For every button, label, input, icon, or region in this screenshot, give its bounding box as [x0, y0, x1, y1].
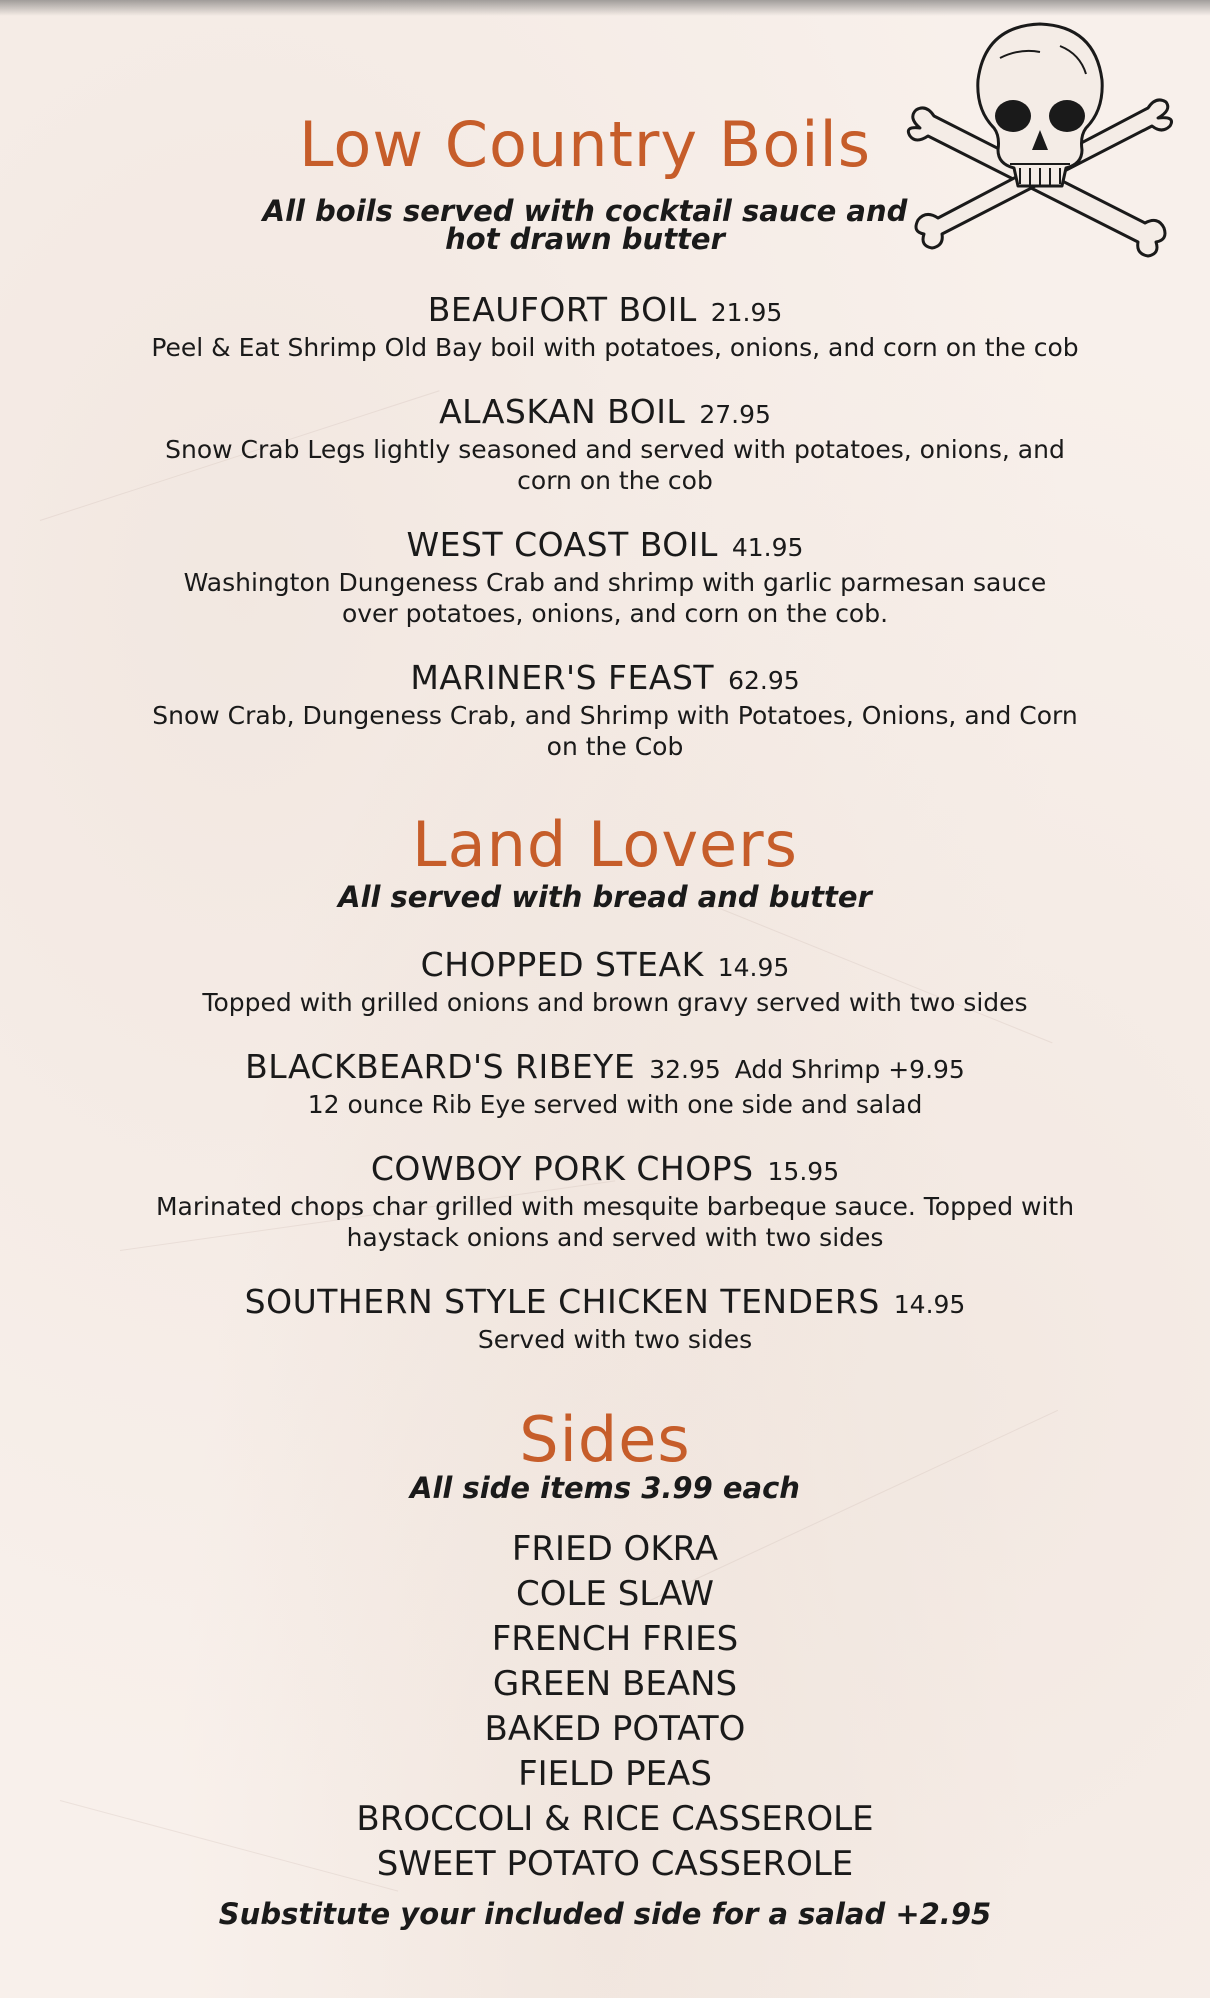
side-item: FRIED OKRA	[511, 1529, 719, 1569]
menu-item-beaufort-boil	[0, 290, 1210, 329]
side-item: FRENCH FRIES	[491, 1619, 739, 1659]
side-item: GREEN BEANS	[492, 1664, 738, 1704]
boils-section-subtitle-line2: hot drawn butter	[445, 222, 725, 256]
side-item: FIELD PEAS	[518, 1754, 712, 1794]
item-price: 15.95	[767, 1157, 840, 1186]
item-price: 32.95	[649, 1055, 721, 1084]
item-price: 14.95	[893, 1290, 966, 1319]
menu-item-alaskan-boil	[0, 392, 1210, 431]
skull-and-crossbones-icon	[890, 18, 1190, 263]
menu-item-blackbeards-ribeye	[0, 1047, 1210, 1086]
item-description: Peel & Eat Shrimp Old Bay boil with potatoes, onions, and corn on the cob	[151, 333, 1079, 362]
item-name: COWBOY PORK CHOPS	[370, 1149, 754, 1188]
sides-section-title: Sides	[519, 1403, 691, 1476]
land-section-subtitle: All served with bread and butter	[338, 880, 872, 914]
item-price: 27.95	[699, 400, 771, 429]
side-item: BAKED POTATO	[484, 1709, 746, 1749]
item-price: 41.95	[731, 533, 804, 562]
item-name: BLACKBEARD'S RIBEYE	[245, 1047, 636, 1086]
item-name: ALASKAN BOIL	[439, 392, 686, 431]
item-name: CHOPPED STEAK	[420, 945, 704, 984]
item-description: Served with two sides	[477, 1325, 753, 1354]
boils-section-subtitle-line1: All boils served with cocktail sauce and	[262, 194, 908, 228]
menu-item-chopped-steak	[0, 945, 1210, 984]
item-description: Marinated chops char grilled with mesquite barbeque sauce. Topped with	[155, 1192, 1075, 1221]
item-description: Washington Dungeness Crab and shrimp with garlic parmesan sauce	[183, 568, 1047, 597]
item-name: BEAUFORT BOIL	[427, 290, 697, 329]
sides-section-subtitle: All side items 3.99 each	[410, 1471, 800, 1505]
menu-item-mariners-feast	[0, 658, 1210, 697]
item-price: 21.95	[710, 298, 783, 327]
item-add-on: Add Shrimp +9.95	[734, 1055, 965, 1084]
sides-footer-note: Substitute your included side for a salad +2.95	[218, 1897, 992, 1931]
boils-section-title: Low Country Boils	[298, 108, 872, 181]
item-description: 12 ounce Rib Eye served with one side and salad	[307, 1090, 923, 1119]
item-description: corn on the cob	[517, 466, 713, 495]
item-price: 62.95	[728, 666, 800, 695]
top-shadow	[0, 0, 1210, 16]
item-description: Snow Crab Legs lightly seasoned and served with potatoes, onions, and	[165, 435, 1065, 464]
item-name: MARINER'S FEAST	[410, 658, 715, 697]
side-item: COLE SLAW	[515, 1574, 715, 1614]
item-description: Snow Crab, Dungeness Crab, and Shrimp with Potatoes, Onions, and Corn	[152, 701, 1078, 730]
item-name: WEST COAST BOIL	[406, 525, 718, 564]
side-item: BROCCOLI & RICE CASSEROLE	[356, 1799, 874, 1839]
land-section-title: Land Lovers	[412, 808, 798, 881]
item-name: SOUTHERN STYLE CHICKEN TENDERS	[244, 1282, 880, 1321]
menu-item-cowboy-pork-chops	[0, 1149, 1210, 1188]
item-description: over potatoes, onions, and corn on the cob.	[341, 599, 889, 628]
item-price: 14.95	[717, 953, 790, 982]
menu-item-chicken-tenders	[0, 1282, 1210, 1321]
sides-list	[0, 1527, 1210, 1887]
item-description: on the Cob	[546, 732, 684, 761]
item-description: Topped with grilled onions and brown gravy served with two sides	[202, 988, 1028, 1017]
menu-item-west-coast-boil	[0, 525, 1210, 564]
side-item: SWEET POTATO CASSEROLE	[376, 1844, 854, 1884]
item-description: haystack onions and served with two sides	[346, 1223, 884, 1252]
